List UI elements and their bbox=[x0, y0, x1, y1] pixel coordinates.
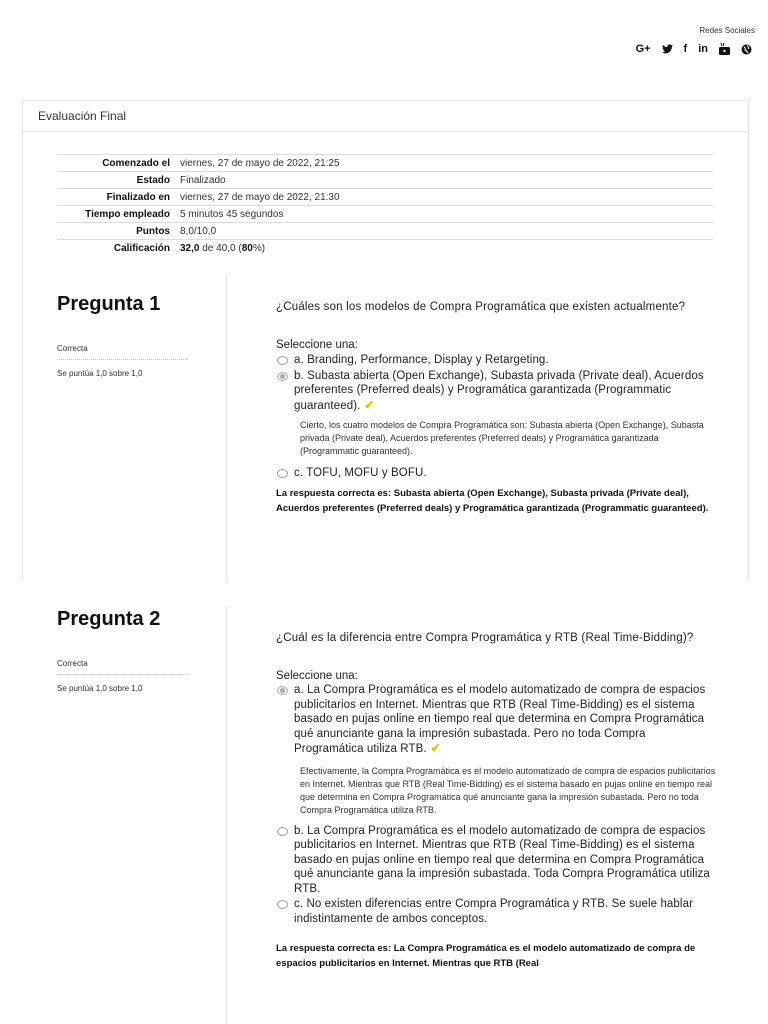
feedback-text: Efectivamente, la Compra Programática es el modelo automatizado de compra de espacios publicitarios en Internet. Mientras que RTB (Real Time-Bidding) es el sistema basado en pujas online en tiempo real que determina en Compra Programática qué anunciante gana la impresión subastada. Pero no toda Compra Programática utiliza RTB. bbox=[300, 765, 716, 815]
radio-button-selected[interactable] bbox=[277, 686, 288, 695]
question-info bbox=[57, 608, 188, 693]
feedback-text: Cierto, los cuatro modelos de Compra Programática son: Subasta abierta (Open Exchange), Subasta privada (Private deal), Acuerdos preferentes (Preferred deals) y Programática garantizada (Programmatic guaranteed). bbox=[300, 420, 704, 456]
social-label: Redes Sociales bbox=[699, 26, 755, 35]
radio-button[interactable] bbox=[277, 469, 288, 478]
option-b[interactable] bbox=[276, 824, 716, 897]
social-icons bbox=[636, 43, 752, 55]
attempt-summary-table bbox=[57, 154, 713, 257]
question-prompt: Seleccione una: bbox=[276, 670, 358, 682]
summary-value: viernes, 27 de mayo de 2022, 21:30 bbox=[180, 191, 340, 203]
summary-label: Tiempo empleado bbox=[85, 208, 170, 220]
summary-value: 8,0/10,0 bbox=[180, 225, 217, 237]
correct-answer: La respuesta correcta es: La Compra Programática es el modelo automatizado de compra de espacios publicitarios en Internet. Mientras que RTB (Real bbox=[276, 943, 696, 969]
question-title: Pregunta 2 bbox=[57, 608, 161, 630]
google-plus-icon[interactable]: G+ bbox=[635, 43, 651, 55]
radio-button[interactable] bbox=[277, 827, 288, 836]
question-title: Pregunta 1 bbox=[57, 293, 161, 315]
question-info bbox=[57, 293, 188, 378]
option-label-wrap bbox=[294, 683, 716, 757]
summary-value bbox=[175, 240, 713, 257]
summary-row-finished bbox=[57, 189, 713, 206]
summary-label: Finalizado en bbox=[106, 191, 170, 203]
facebook-icon[interactable]: f bbox=[683, 43, 688, 55]
option-label: a. La Compra Programática es el modelo automatizado de compra de espacios publicitarios en Internet. Mientras que RTB (Real Time-Bidding) es el sistema basado en pujas online en tiempo real que determina en Compra Programática qué anunciante gana la impresión subastada. Pero no toda Compra Programática utiliza RTB. bbox=[294, 684, 706, 755]
summary-row-time bbox=[57, 206, 713, 223]
question-2 bbox=[22, 606, 749, 1024]
checkmark-icon: ✔ bbox=[364, 397, 375, 412]
option-label: b. Subasta abierta (Open Exchange), Subasta privada (Private deal), Acuerdos preferentes (Preferred deals) y Programática garantizada (Programmatic guaranteed). bbox=[294, 369, 704, 412]
summary-row-points bbox=[57, 223, 713, 240]
divider bbox=[226, 276, 227, 582]
question-state: Correcta bbox=[57, 344, 188, 360]
option-a[interactable] bbox=[276, 353, 716, 368]
summary-label: Calificación bbox=[113, 242, 170, 254]
grade-of: de 40,0 ( bbox=[199, 242, 242, 254]
summary-value: 5 minutos 45 segundos bbox=[180, 208, 284, 220]
youtube-icon[interactable] bbox=[719, 43, 730, 55]
globe-icon[interactable] bbox=[741, 44, 752, 55]
question-text: ¿Cuál es la diferencia entre Compra Programática y RTB (Real Time-Bidding)? bbox=[276, 632, 694, 644]
question-text: ¿Cuáles son los modelos de Compra Programática que existen actualmente? bbox=[276, 301, 686, 313]
question-1 bbox=[22, 276, 749, 582]
question-state: Correcta bbox=[57, 659, 188, 675]
twitter-icon[interactable] bbox=[662, 44, 673, 54]
summary-label: Puntos bbox=[136, 225, 170, 237]
question-grade: Se puntúa 1,0 sobre 1,0 bbox=[57, 369, 143, 378]
summary-row-state bbox=[57, 172, 713, 189]
checkmark-icon: ✔ bbox=[430, 741, 441, 755]
grade-value: 32,0 bbox=[180, 242, 200, 254]
summary-value: viernes, 27 de mayo de 2022, 21:25 bbox=[180, 157, 340, 169]
summary-label: Estado bbox=[136, 174, 170, 186]
summary-value: Finalizado bbox=[180, 174, 226, 186]
grade-percent: 80 bbox=[241, 242, 253, 254]
option-label: c. TOFU, MOFU y BOFU. bbox=[294, 467, 427, 479]
summary-label: Comenzado el bbox=[102, 157, 170, 169]
radio-button[interactable] bbox=[277, 356, 288, 365]
question-grade: Se puntúa 1,0 sobre 1,0 bbox=[57, 684, 143, 693]
question-content bbox=[276, 300, 716, 516]
option-b[interactable] bbox=[276, 369, 716, 414]
option-c[interactable] bbox=[276, 466, 716, 481]
summary-row-started bbox=[57, 155, 713, 172]
grade-end: %) bbox=[252, 242, 266, 254]
question-content bbox=[276, 631, 716, 971]
option-label: c. No existen diferencias entre Compra Programática y RTB. Se suele hablar indistintamente de ambos conceptos. bbox=[294, 898, 694, 925]
radio-button[interactable] bbox=[277, 900, 288, 909]
question-prompt: Seleccione una: bbox=[276, 339, 358, 351]
option-a[interactable] bbox=[276, 683, 716, 757]
option-label-wrap bbox=[294, 369, 716, 414]
divider bbox=[226, 606, 227, 1024]
option-label: b. La Compra Programática es el modelo automatizado de compra de espacios publicitarios en Internet. Mientras que RTB (Real Time-Bidding) es el sistema basado en pujas online en tiempo real que determina en Compra Programática qué anunciante gana la impresión subastada. Toda Compra Programática utiliza RTB. bbox=[294, 824, 710, 895]
radio-button-selected[interactable] bbox=[277, 372, 288, 381]
evaluation-title: Evaluación Final bbox=[23, 101, 748, 132]
summary-row-grade bbox=[57, 240, 713, 257]
linkedin-icon[interactable]: in bbox=[698, 43, 708, 55]
correct-answer: La respuesta correcta es: Subasta abierta (Open Exchange), Subasta privada (Private deal), Acuerdos preferentes (Preferred deals) y Programática garantizada (Programmatic guaranteed). bbox=[276, 487, 709, 514]
option-label: a. Branding, Performance, Display y Retargeting. bbox=[294, 354, 549, 366]
option-c[interactable] bbox=[276, 897, 716, 926]
